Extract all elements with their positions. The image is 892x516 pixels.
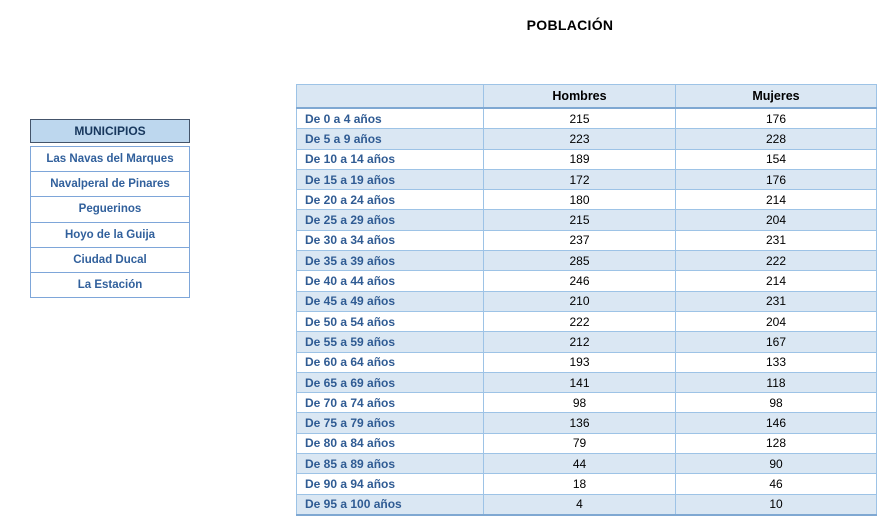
table-row	[297, 190, 877, 210]
hombres-cell[interactable]: 141	[484, 372, 676, 392]
table-header-row	[297, 85, 877, 109]
header-hombres: Hombres	[484, 85, 676, 109]
age-group-cell[interactable]: De 40 a 44 años	[297, 271, 484, 291]
table-row	[297, 433, 877, 453]
age-group-cell[interactable]: De 60 a 64 años	[297, 352, 484, 372]
hombres-cell[interactable]: 193	[484, 352, 676, 372]
mujeres-cell[interactable]: 118	[676, 372, 877, 392]
municipio-item-navalperal[interactable]: Navalperal de Pinares	[31, 172, 189, 197]
hombres-cell[interactable]: 222	[484, 311, 676, 331]
hombres-cell[interactable]: 210	[484, 291, 676, 311]
municipio-item-la-estacion[interactable]: La Estación	[77, 278, 143, 291]
municipios-list	[30, 146, 190, 298]
age-group-cell[interactable]: De 0 a 4 años	[297, 108, 484, 129]
hombres-cell[interactable]: 79	[484, 433, 676, 453]
age-group-cell[interactable]: De 20 a 24 años	[297, 190, 484, 210]
mujeres-cell[interactable]: 167	[676, 332, 877, 352]
municipio-item-hoyo[interactable]: Hoyo de la Guija	[31, 223, 189, 248]
age-group-cell[interactable]: De 45 a 49 años	[297, 291, 484, 311]
mujeres-cell[interactable]: 176	[676, 108, 877, 129]
population-table	[296, 84, 877, 516]
age-group-cell[interactable]: De 70 a 74 años	[297, 393, 484, 413]
table-row	[297, 129, 877, 149]
table-row	[297, 372, 877, 392]
age-group-cell[interactable]: De 75 a 79 años	[297, 413, 484, 433]
hombres-cell[interactable]: 246	[484, 271, 676, 291]
table-row	[297, 291, 877, 311]
age-group-cell[interactable]: De 15 a 19 años	[297, 169, 484, 189]
age-group-cell[interactable]: De 55 a 59 años	[297, 332, 484, 352]
age-group-cell[interactable]: De 85 a 89 años	[297, 454, 484, 474]
age-group-cell[interactable]: De 80 a 84 años	[297, 433, 484, 453]
hombres-cell[interactable]: 4	[484, 494, 676, 515]
age-group-cell[interactable]: De 50 a 54 años	[297, 311, 484, 331]
municipio-item-peguerinos[interactable]: Peguerinos	[31, 197, 189, 222]
table-row	[297, 332, 877, 352]
table-row	[297, 108, 877, 129]
hombres-cell[interactable]: 98	[484, 393, 676, 413]
table-row	[297, 413, 877, 433]
table-row	[297, 393, 877, 413]
table-row	[297, 454, 877, 474]
mujeres-cell[interactable]: 231	[676, 230, 877, 250]
mujeres-cell[interactable]: 46	[676, 474, 877, 494]
mujeres-cell[interactable]: 176	[676, 169, 877, 189]
mujeres-cell[interactable]: 204	[676, 311, 877, 331]
table-row	[297, 149, 877, 169]
table-row	[297, 210, 877, 230]
hombres-cell[interactable]: 215	[484, 108, 676, 129]
hombres-cell[interactable]: 237	[484, 230, 676, 250]
mujeres-cell[interactable]: 128	[676, 433, 877, 453]
mujeres-cell[interactable]: 133	[676, 352, 877, 372]
mujeres-cell[interactable]: 231	[676, 291, 877, 311]
page-title: POBLACIÓN	[526, 17, 614, 33]
age-group-cell[interactable]: De 10 a 14 años	[297, 149, 484, 169]
table-row	[297, 311, 877, 331]
table-row	[297, 352, 877, 372]
age-group-cell[interactable]: De 30 a 34 años	[297, 230, 484, 250]
hombres-cell[interactable]: 136	[484, 413, 676, 433]
mujeres-cell[interactable]: 90	[676, 454, 877, 474]
table-row	[297, 251, 877, 271]
mujeres-cell[interactable]: 214	[676, 190, 877, 210]
table-row	[297, 230, 877, 250]
table-row	[297, 474, 877, 494]
mujeres-cell[interactable]: 98	[676, 393, 877, 413]
hombres-cell[interactable]: 172	[484, 169, 676, 189]
hombres-cell[interactable]: 215	[484, 210, 676, 230]
header-empty-cell	[297, 85, 484, 109]
mujeres-cell[interactable]: 204	[676, 210, 877, 230]
age-group-cell[interactable]: De 90 a 94 años	[297, 474, 484, 494]
municipio-item-las-navas[interactable]: Las Navas del Marques	[31, 147, 189, 172]
table-row	[297, 271, 877, 291]
hombres-cell[interactable]: 212	[484, 332, 676, 352]
age-group-cell[interactable]: De 35 a 39 años	[297, 251, 484, 271]
hombres-cell[interactable]: 223	[484, 129, 676, 149]
municipio-item-ciudad-ducal[interactable]: Ciudad Ducal	[31, 248, 189, 273]
hombres-cell[interactable]: 189	[484, 149, 676, 169]
age-group-cell[interactable]: De 95 a 100 años	[297, 494, 484, 515]
mujeres-cell[interactable]: 146	[676, 413, 877, 433]
header-mujeres: Mujeres	[676, 85, 877, 109]
age-group-cell[interactable]: De 65 a 69 años	[297, 372, 484, 392]
table-row	[297, 494, 877, 515]
age-group-cell[interactable]: De 5 a 9 años	[297, 129, 484, 149]
municipios-header: MUNICIPIOS	[30, 119, 190, 143]
hombres-cell[interactable]: 18	[484, 474, 676, 494]
mujeres-cell[interactable]: 154	[676, 149, 877, 169]
hombres-cell[interactable]: 285	[484, 251, 676, 271]
municipios-panel	[30, 119, 190, 298]
table-row	[297, 169, 877, 189]
hombres-cell[interactable]: 44	[484, 454, 676, 474]
mujeres-cell[interactable]: 10	[676, 494, 877, 515]
mujeres-cell[interactable]: 214	[676, 271, 877, 291]
mujeres-cell[interactable]: 222	[676, 251, 877, 271]
hombres-cell[interactable]: 180	[484, 190, 676, 210]
age-group-cell[interactable]: De 25 a 29 años	[297, 210, 484, 230]
mujeres-cell[interactable]: 228	[676, 129, 877, 149]
